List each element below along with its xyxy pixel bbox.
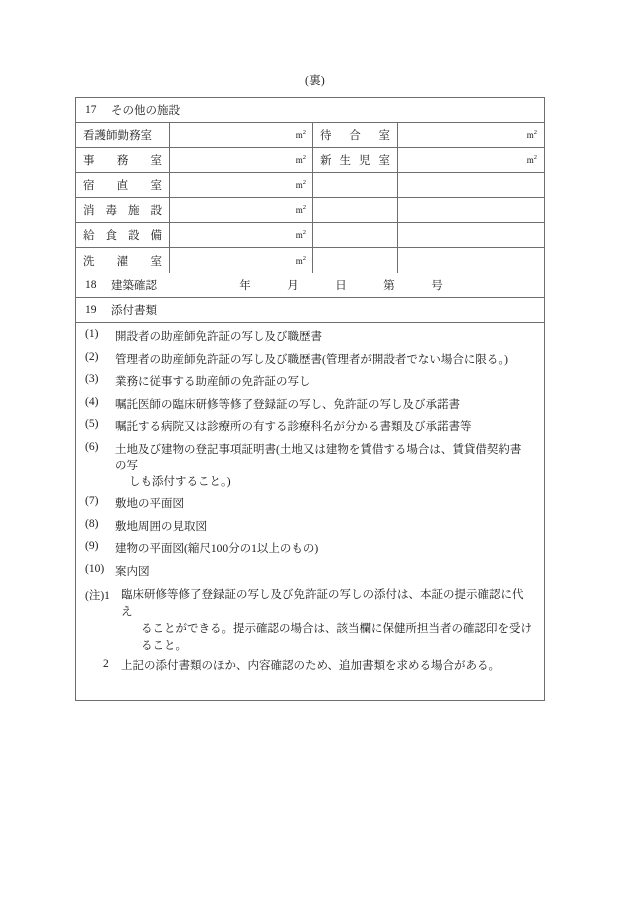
attachment-item-text: 建物の平面図(縮尺100分の1以上のもの) — [115, 543, 319, 555]
attachment-item-text: 嘱託する病院又は診療所の有する診療科名が分かる書類及び承諾書等 — [115, 421, 472, 433]
attachment-list-item — [85, 496, 532, 512]
attachment-item-text: 嘱託医師の臨床研修等修了登録証の写し、免許証の写し及び承諾書 — [115, 398, 460, 411]
facility-row — [76, 123, 544, 148]
confirm-number-label[interactable]: 号 — [431, 280, 443, 292]
facility-area-input-right[interactable]: $m^2$ — [526, 129, 537, 140]
section-19-title: 添付書類 — [111, 305, 157, 317]
attachment-list — [76, 323, 544, 586]
facility-label-right: 新 生 児 室 — [313, 148, 398, 172]
facility-label-right — [313, 248, 398, 273]
facility-row — [76, 248, 544, 273]
facility-area-input-left[interactable]: $m^2$ — [170, 223, 313, 247]
attachment-item-number: (4) — [85, 395, 99, 408]
attachment-item-number: (5) — [85, 418, 99, 430]
facility-label-right — [313, 173, 398, 197]
form-table — [75, 97, 545, 701]
note-item — [85, 587, 532, 655]
facility-label-right — [313, 198, 398, 222]
facility-label-right: 待 合 室 — [313, 123, 398, 147]
note-marker: (注)1 — [85, 589, 110, 602]
notes-list — [76, 586, 544, 700]
confirm-day-label[interactable]: 日 — [335, 280, 347, 292]
attachment-list-item — [85, 329, 532, 345]
attachment-list-item — [85, 374, 532, 390]
attachment-item-number: (3) — [85, 373, 99, 385]
note-item — [85, 658, 532, 675]
facility-area-input-left[interactable]: $m^2$ — [170, 198, 313, 222]
note-text: 上記の添付書類のほか、内容確認のため、追加書類を求める場合がある。 — [121, 659, 501, 672]
attachment-list-item — [85, 419, 532, 435]
attachment-item-number: (7) — [85, 495, 99, 507]
attachments-row — [76, 323, 544, 700]
attachment-item-text: 敷地周囲の見取図 — [115, 520, 207, 533]
attachment-list-item — [85, 352, 532, 368]
attachment-item-number: (9) — [85, 540, 99, 552]
attachment-item-number: (6) — [85, 440, 99, 453]
building-confirmation-fields — [221, 277, 461, 293]
attachment-item-text: 土地及び建物の登記事項証明書(土地又は建物を賃借する場合は、賃貸借契約書の写 しも添付すること。) — [115, 443, 522, 488]
section-18-number: 18 — [85, 279, 97, 291]
confirm-year-label[interactable]: 年 — [239, 280, 251, 292]
attachment-item-text: 管理者の助産師免許証の写し及び職歴書(管理者が開設者でない場合に限る。) — [115, 353, 508, 366]
facility-area-input-left[interactable]: $m^2$ — [170, 148, 313, 172]
confirm-month-label[interactable]: 月 — [287, 280, 299, 292]
page-side-mark: (裏) — [304, 75, 326, 87]
facility-row — [76, 198, 544, 223]
attachment-list-item — [85, 442, 532, 490]
section-18-title: 建築確認 — [111, 280, 157, 292]
facility-label-left: 洗 濯 室 — [76, 248, 170, 273]
section-header-19 — [76, 298, 544, 323]
facility-label-left: 宿 直 室 — [76, 173, 170, 197]
facility-row — [76, 173, 544, 198]
attachment-list-item — [85, 541, 532, 557]
attachment-item-number: (1) — [85, 328, 99, 340]
facility-rows — [76, 123, 544, 273]
facility-row — [76, 148, 544, 173]
facility-label-left: 看 護 師 勤 務 室 — [76, 123, 170, 147]
attachment-list-item — [85, 397, 532, 413]
facility-row — [76, 223, 544, 248]
note-text: 臨床研修等修了登録証の写し及び免許証の写しの添付は、本証の提示確認に代え ることができる。提示確認の場合は、該当欄に保健所担当者の確認印を受けること。 — [121, 588, 532, 652]
attachment-item-number: (10) — [85, 562, 105, 575]
section-header-17 — [76, 98, 544, 123]
attachment-item-text: 案内図 — [115, 565, 150, 578]
facility-area-input-left[interactable]: $m^2$ — [170, 173, 313, 197]
note-marker: 2 — [103, 657, 109, 670]
section-17-number: 17 — [85, 104, 97, 116]
facility-area-input-left[interactable]: $m^2$ — [170, 123, 313, 147]
attachment-item-number: (8) — [85, 517, 99, 530]
attachment-item-text: 敷地の平面図 — [115, 498, 184, 510]
facility-label-right — [313, 223, 398, 247]
section-19-number: 19 — [85, 304, 97, 316]
attachment-list-item — [85, 564, 532, 580]
section-header-18 — [76, 273, 544, 298]
facility-label-left: 給 食 設 備 — [76, 223, 170, 247]
facility-area-input-right[interactable] — [398, 173, 544, 197]
confirm-number-prefix[interactable]: 第 — [383, 280, 395, 292]
attachment-list-item — [85, 519, 532, 535]
section-17-title: その他の施設 — [111, 105, 180, 117]
facility-area-input-right[interactable] — [398, 248, 544, 273]
facility-area-input-left[interactable]: $m^2$ — [170, 248, 313, 273]
facility-area-input-right[interactable] — [398, 223, 544, 247]
facility-label-left: 消 毒 施 設 — [76, 198, 170, 222]
attachment-item-number: (2) — [85, 350, 99, 363]
attachment-item-text: 業務に従事する助産師の免許証の写し — [115, 376, 311, 388]
facility-area-input-right[interactable] — [398, 198, 544, 222]
facility-area-input-right[interactable]: $m^2$ — [526, 154, 537, 165]
attachment-item-text: 開設者の助産師免許証の写し及び職歴書 — [115, 331, 322, 343]
facility-label-left: 事 務 室 — [76, 148, 170, 172]
